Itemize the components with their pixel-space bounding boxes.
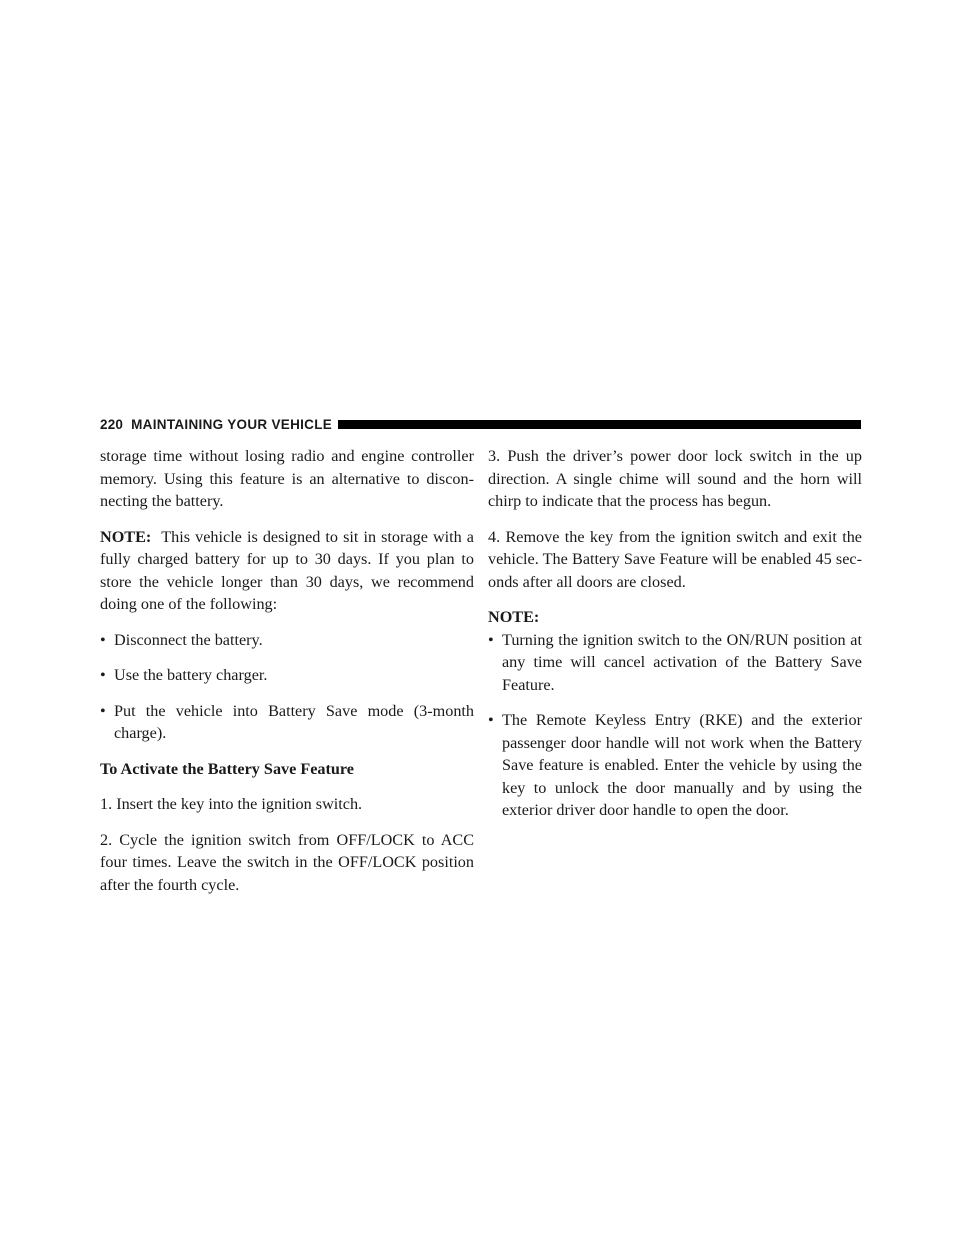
options-list (100, 629, 474, 745)
right-column (488, 445, 862, 835)
section-title: MAINTAINING YOUR VEHICLE (131, 416, 333, 432)
bullet-icon: • (100, 630, 106, 649)
bullet-icon: • (100, 701, 106, 720)
bullet-icon: • (488, 630, 494, 649)
note-text: This vehicle is designed to sit in storage with a fully charged battery for up to 30 days. If you plan to store the vehicle longer than 30 days, we recommend doing one of the following: (100, 527, 474, 613)
paragraph-storage: storage time without losing radio and engine controller memory. Using this feature is an alternative to discon-necting the battery. (100, 447, 474, 510)
left-column (100, 445, 474, 909)
list-item: • Use the battery charger. (100, 664, 474, 687)
page-header (100, 414, 861, 434)
step-4: 4. Remove the key from the ignition switch and exit the vehicle. The Battery Save Feature will be enabled 45 sec-onds after all doors are closed. (488, 527, 862, 591)
step-2: 2. Cycle the ignition switch from OFF/LOCK to ACC four times. Leave the switch in the OFF/LOCK position after the fourth cycle. (100, 830, 474, 894)
bullet-icon: • (488, 711, 494, 729)
note-paragraph (100, 526, 474, 616)
step-1: 1. Insert the key into the ignition switch. (100, 795, 363, 813)
list-item: • Disconnect the battery. (100, 629, 474, 652)
step-3: 3. Push the driver’s power door lock switch in the up direction. A single chime will sound and the horn will chirp to indicate that the process has begun. (488, 447, 862, 510)
header-rule (338, 420, 861, 429)
note-heading: NOTE: (488, 608, 540, 626)
list-item: • Turning the ignition switch to the ON/RUN position at any time will cancel activation of the Battery Save Feature. (488, 630, 862, 694)
page-number: 220 (100, 416, 124, 432)
section-heading: To Activate the Battery Save Feature (100, 759, 354, 778)
note-list (488, 629, 862, 822)
list-item: • The Remote Keyless Entry (RKE) and the exterior passenger door handle will not work when the Battery Save feature is enabled. Enter the vehicle by using the key to unlock the door manually and by using the exterior driver door handle to open the door. (488, 711, 862, 819)
bullet-icon: • (100, 666, 106, 684)
list-item: • Put the vehicle into Battery Save mode (3-month charge). (100, 701, 474, 742)
note-label: NOTE: (100, 527, 152, 546)
